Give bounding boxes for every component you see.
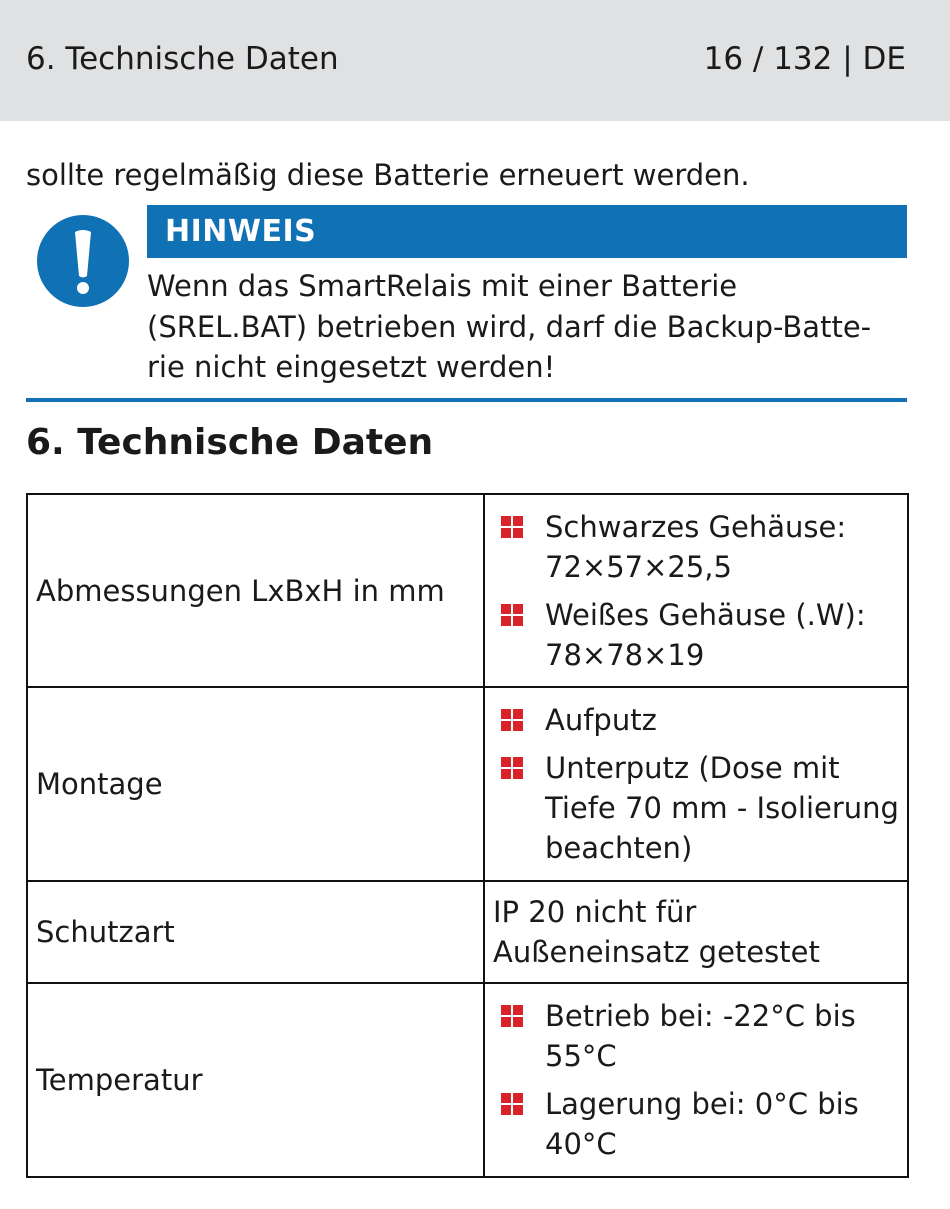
bullet-list — [493, 507, 899, 675]
row-label: Montage — [27, 687, 484, 881]
row-label: Temperatur — [27, 983, 484, 1177]
notice-line: (SREL.BAT) betrieben wird, darf die Backup-Batte- — [147, 309, 872, 344]
red-square-grid-icon — [501, 1093, 523, 1115]
red-square-grid-icon — [501, 516, 523, 538]
row-value — [484, 494, 908, 687]
red-square-grid-icon — [501, 1005, 523, 1027]
list-item-text: Weißes Gehäuse (.W): 78×78×19 — [545, 597, 866, 672]
red-square-grid-icon — [501, 709, 523, 731]
list-item — [493, 507, 899, 587]
list-item-text: Lagerung bei: 0°C bis 40°C — [545, 1087, 859, 1161]
list-item — [493, 996, 899, 1076]
notice-line: rie nicht eingesetzt werden! — [147, 350, 556, 384]
list-item-text: Unterputz (Dose mit Tiefe 70 mm - Isolierung beachten) — [545, 751, 899, 865]
list-item-text: Betrieb bei: -22°C bis 55°C — [545, 999, 856, 1073]
list-item — [493, 1084, 899, 1164]
red-square-grid-icon — [501, 757, 523, 779]
page-header — [0, 0, 950, 121]
header-section-title: 6. Technische Daten — [26, 41, 339, 77]
row-value — [484, 983, 908, 1177]
table-row — [27, 494, 908, 687]
list-item — [493, 595, 899, 675]
notice-title-bar — [147, 205, 907, 258]
notice-line: Wenn das SmartRelais mit einer Batterie — [147, 269, 738, 303]
notice-title: HINWEIS — [165, 214, 317, 249]
list-item-text: Schwarzes Gehäuse: 72×57×25,5 — [545, 509, 847, 584]
table-row — [27, 983, 908, 1177]
row-label: Schutzart — [27, 881, 484, 983]
spec-table — [26, 493, 909, 1178]
header-page-info: 16 / 132 | DE — [703, 41, 906, 77]
intro-text: sollte regelmäßig diese Batterie erneuert werden. — [26, 158, 750, 192]
row-value — [484, 881, 908, 983]
table-row — [27, 881, 908, 983]
notice-divider — [26, 398, 907, 402]
exclamation-circle-icon — [36, 214, 130, 308]
table-row — [27, 687, 908, 881]
notice-text — [147, 266, 907, 388]
section-heading: 6. Technische Daten — [26, 422, 434, 463]
row-label: Abmessungen LxBxH in mm — [27, 494, 484, 687]
bullet-list — [493, 700, 899, 868]
list-item — [493, 748, 899, 868]
row-value-text: IP 20 nicht für Außeneinsatz getestet — [493, 895, 820, 969]
bullet-list — [493, 996, 899, 1164]
list-item — [493, 700, 899, 740]
red-square-grid-icon — [501, 604, 523, 626]
list-item-text: Aufputz — [545, 703, 657, 737]
row-value — [484, 687, 908, 881]
